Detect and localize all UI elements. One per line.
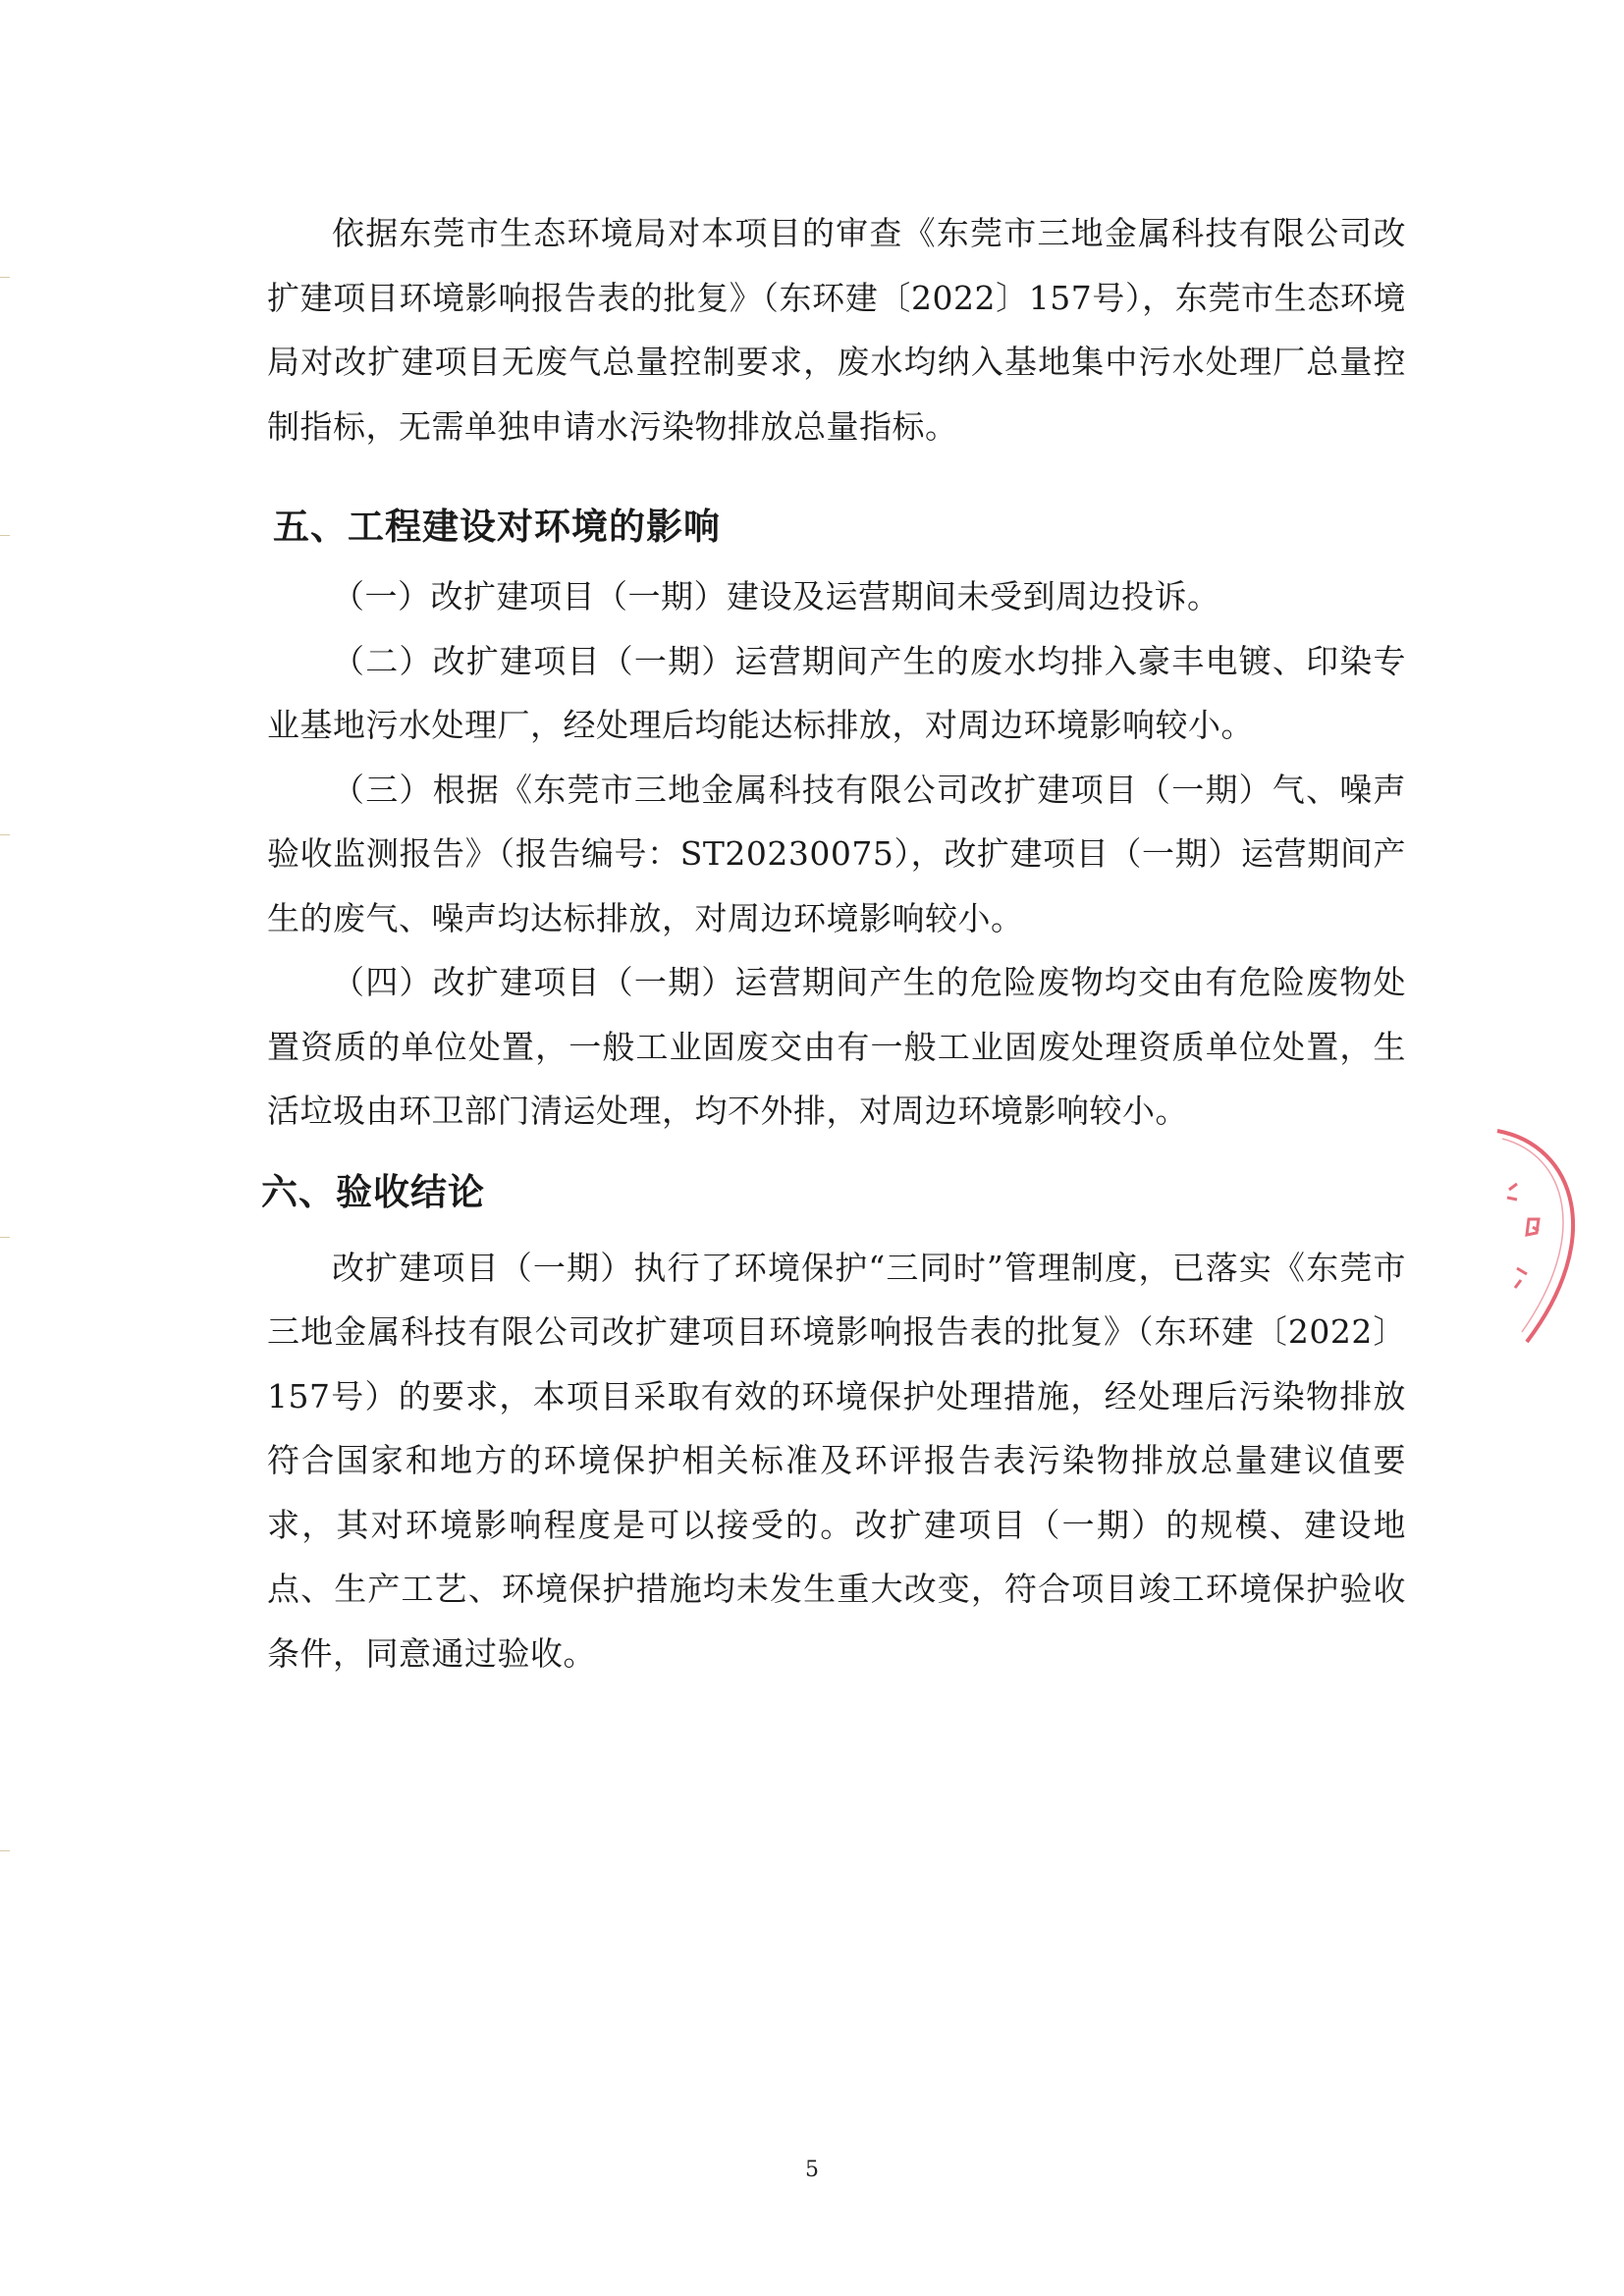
scan-edge-mark bbox=[0, 834, 10, 835]
page-number: 5 bbox=[805, 2158, 819, 2182]
scan-edge-mark bbox=[0, 1237, 10, 1238]
section-5-item-4: （四）改扩建项目（一期）运营期间产生的危险废物均交由有危险废物处置资质的单位处置，一般工业固废交由有一般工业固废处理资质单位处置，生活垃圾由环卫部门清运处理，均不外排，对周边环境影响较小。 bbox=[267, 963, 1406, 1130]
section-5-item-1: （一）改扩建项目（一期）建设及运营期间未受到周边投诉。 bbox=[332, 577, 1220, 615]
scan-edge-mark bbox=[0, 1850, 10, 1851]
section-5-heading: 五、工程建设对环境的影响 bbox=[273, 506, 721, 548]
section-6-heading: 六、验收结论 bbox=[261, 1170, 485, 1213]
scan-edge-mark bbox=[0, 535, 10, 536]
official-seal-partial bbox=[1488, 1121, 1624, 1347]
scan-edge-mark bbox=[0, 277, 10, 278]
document-body bbox=[261, 201, 1406, 1685]
section-5-item-2: （二）改扩建项目（一期）运营期间产生的废水均排入豪丰电镀、印染专业基地污水处理厂，经处理后均能达标排放，对周边环境影响较小。 bbox=[267, 641, 1406, 744]
section-6-paragraph: 改扩建项目（一期）执行了环境保护“三同时”管理制度，已落实《东莞市三地金属科技有限公司改扩建项目环境影响报告表的批复》（东环建〔2022〕157号）的要求，本项目采取有效的环境保护处理措施，经处理后污染物排放符合国家和地方的环境保护相关标准及环评报告表污染物排放总量建议值要求，其对环境影响程度是可以接受的。改扩建项目（一期）的规模、建设地点、生产工艺、环境保护措施均未发生重大改变，符合项目竣工环境保护验收条件，同意通过验收。 bbox=[267, 1248, 1406, 1673]
section-5-item-3: （三）根据《东莞市三地金属科技有限公司改扩建项目（一期）气、噪声验收监测报告》（报告编号：ST20230075），改扩建项目（一期）运营期间产生的废气、噪声均达标排放，对周边环境影响较小。 bbox=[267, 770, 1406, 937]
intro-paragraph: 依据东莞市生态环境局对本项目的审查《东莞市三地金属科技有限公司改扩建项目环境影响报告表的批复》（东环建〔2022〕157号），东莞市生态环境局对改扩建项目无废气总量控制要求，废水均纳入基地集中污水处理厂总量控制指标，无需单独申请水污染物排放总量指标。 bbox=[267, 214, 1406, 446]
